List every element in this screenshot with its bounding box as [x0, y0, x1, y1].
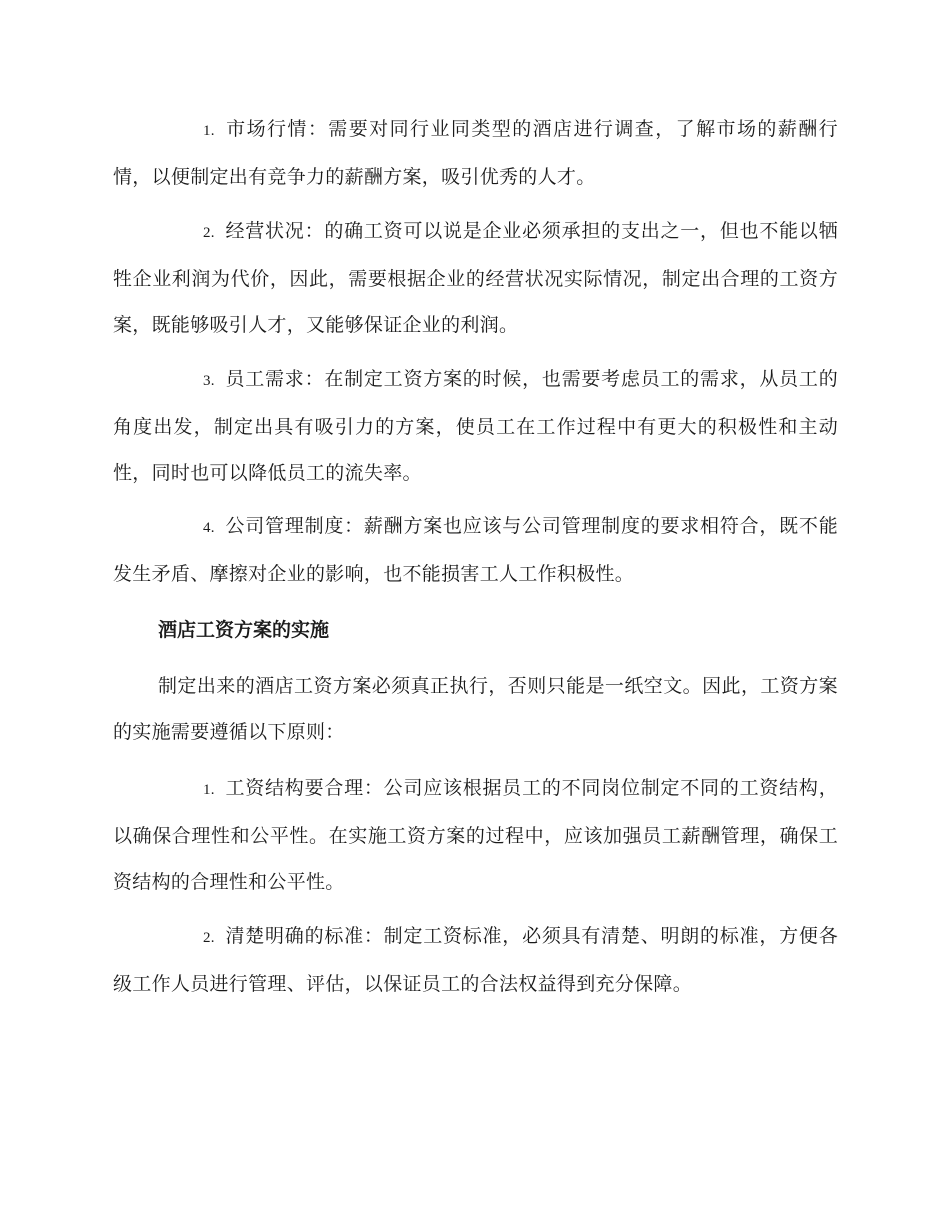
list-item-text: 员工需求：在制定工资方案的时候，也需要考虑员工的需求，从员工的角度出发，制定出具有吸引力的方案，使员工在工作过程中有更大的积极性和主动性，同时也可以降低员工的流失率。 [113, 368, 838, 484]
list-item-text: 公司管理制度：薪酬方案也应该与公司管理制度的要求相符合，既不能发生矛盾、摩擦对企业的影响，也不能损害工人工作积极性。 [113, 515, 838, 585]
list-number: 3. [203, 373, 215, 389]
list-item [113, 106, 838, 200]
list-item [113, 913, 838, 1007]
list-item-text: 工资结构要合理：公司应该根据员工的不同岗位制定不同的工资结构，以确保合理性和公平性。在实施工资方案的过程中，应该加强员工薪酬管理，确保工资结构的合理性和公平性。 [113, 777, 838, 893]
list-item-text: 清楚明确的标准：制定工资标准，必须具有清楚、明朗的标准，方便各级工作人员进行管理、评估，以保证员工的合法权益得到充分保障。 [113, 925, 838, 995]
intro-paragraph: 制定出来的酒店工资方案必须真正执行，否则只能是一纸空文。因此，工资方案的实施需要遵循以下原则： [113, 675, 838, 743]
list-item [113, 765, 838, 905]
list-item-text: 经营状况：的确工资可以说是企业必须承担的支出之一，但也不能以牺牲企业利润为代价，因此，需要根据企业的经营状况实际情况，制定出合理的工资方案，既能够吸引人才，又能够保证企业的利润。 [113, 220, 838, 336]
list-item [113, 503, 838, 597]
list-number: 1. [203, 782, 215, 798]
list-number: 2. [203, 930, 215, 946]
list-number: 2. [203, 225, 215, 241]
list-item [113, 208, 838, 348]
list-number: 1. [203, 123, 215, 139]
list-item-text: 市场行情：需要对同行业同类型的酒店进行调查，了解市场的薪酬行情，以便制定出有竞争力的薪酬方案，吸引优秀的人才。 [113, 118, 838, 188]
list-item [113, 356, 838, 496]
list-number: 4. [203, 520, 215, 536]
section-heading: 酒店工资方案的实施 [158, 619, 330, 641]
